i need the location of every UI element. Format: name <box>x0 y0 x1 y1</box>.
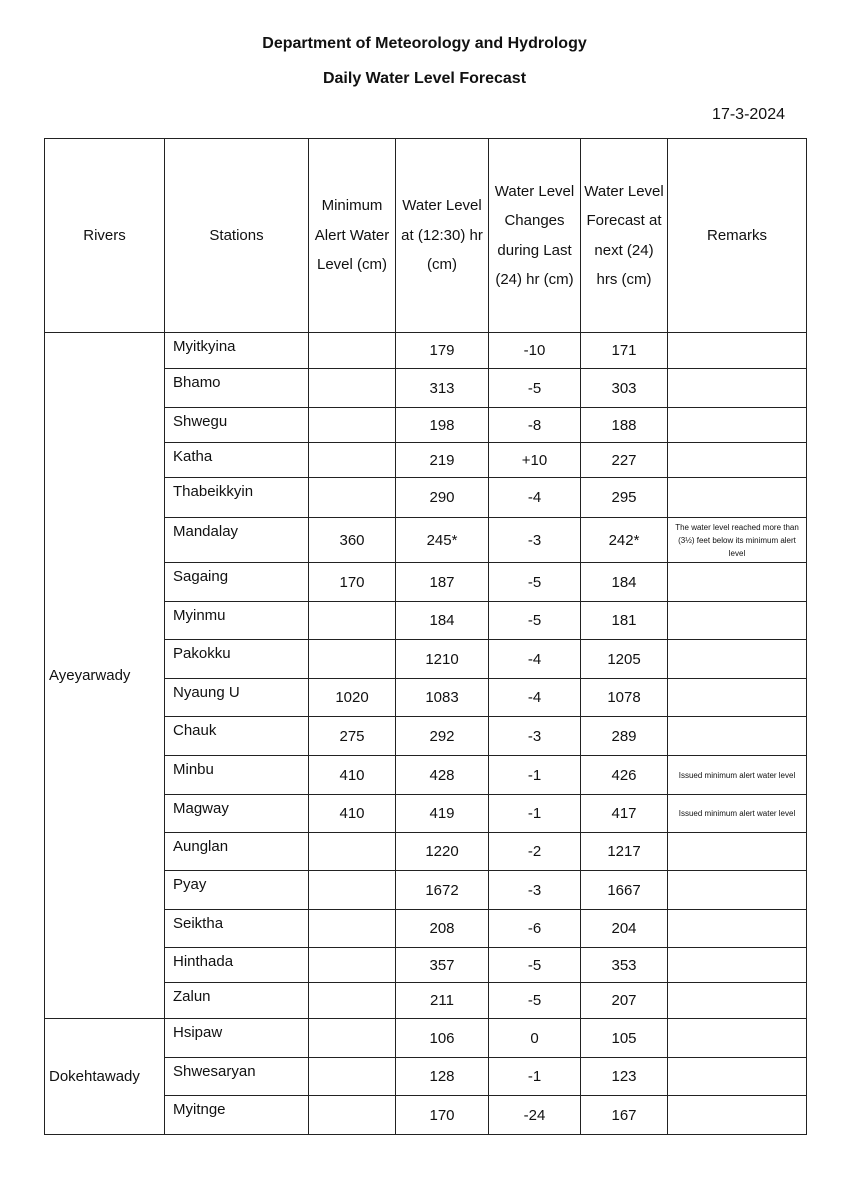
change-cell: -24 <box>489 1096 581 1135</box>
remarks-cell <box>668 478 807 518</box>
change-cell: -3 <box>489 871 581 910</box>
forecast-cell: 207 <box>581 983 668 1019</box>
change-cell: -1 <box>489 1058 581 1096</box>
remarks-cell <box>668 333 807 369</box>
forecast-cell: 1217 <box>581 833 668 871</box>
river-cell: Dokehtawady <box>45 1019 165 1135</box>
min-alert-cell <box>309 910 396 948</box>
remarks-cell <box>668 443 807 478</box>
water-level-cell: 357 <box>396 948 489 983</box>
department-title: Department of Meteorology and Hydrology <box>262 35 587 52</box>
change-cell: -2 <box>489 833 581 871</box>
min-alert-cell: 360 <box>309 518 396 563</box>
forecast-cell: 417 <box>581 795 668 833</box>
table-row <box>45 333 807 369</box>
station-cell: Hsipaw <box>165 1019 309 1058</box>
forecast-cell: 167 <box>581 1096 668 1135</box>
col-header-forecast: Water Level Forecast at next (24) hrs (cm) <box>581 139 668 333</box>
forecast-cell: 295 <box>581 478 668 518</box>
water-level-cell: 128 <box>396 1058 489 1096</box>
river-cell: Ayeyarwady <box>45 333 165 1019</box>
water-level-cell: 198 <box>396 408 489 443</box>
forecast-cell: 181 <box>581 602 668 640</box>
col-header-changes: Water Level Changes during Last (24) hr (cm) <box>489 139 581 333</box>
station-cell: Mandalay <box>165 518 309 563</box>
remarks-cell <box>668 833 807 871</box>
water-level-cell: 1210 <box>396 640 489 679</box>
forecast-cell: 184 <box>581 563 668 602</box>
forecast-cell: 204 <box>581 910 668 948</box>
change-cell: -1 <box>489 795 581 833</box>
station-cell: Thabeikkyin <box>165 478 309 518</box>
remarks-cell <box>668 640 807 679</box>
remarks-cell <box>668 983 807 1019</box>
col-header-rivers: Rivers <box>45 139 165 333</box>
col-header-stations: Stations <box>165 139 309 333</box>
col-header-min-alert: Minimum Alert Water Level (cm) <box>309 139 396 333</box>
min-alert-cell <box>309 1058 396 1096</box>
water-level-cell: 211 <box>396 983 489 1019</box>
forecast-cell: 123 <box>581 1058 668 1096</box>
min-alert-cell: 1020 <box>309 679 396 717</box>
remarks-cell <box>668 910 807 948</box>
station-cell: Magway <box>165 795 309 833</box>
water-level-cell: 219 <box>396 443 489 478</box>
change-cell: -3 <box>489 717 581 756</box>
forecast-cell: 289 <box>581 717 668 756</box>
station-cell: Shwegu <box>165 408 309 443</box>
remarks-cell <box>668 717 807 756</box>
station-cell: Myinmu <box>165 602 309 640</box>
change-cell: -3 <box>489 518 581 563</box>
water-level-cell: 245* <box>396 518 489 563</box>
water-level-cell: 208 <box>396 910 489 948</box>
table-row <box>45 1019 807 1058</box>
forecast-cell: 242* <box>581 518 668 563</box>
water-level-cell: 1083 <box>396 679 489 717</box>
station-cell: Pakokku <box>165 640 309 679</box>
forecast-cell: 426 <box>581 756 668 795</box>
remarks-cell <box>668 948 807 983</box>
remarks-cell: Issued minimum alert water level <box>668 795 807 833</box>
station-cell: Sagaing <box>165 563 309 602</box>
water-level-table <box>44 138 807 1135</box>
change-cell: +10 <box>489 443 581 478</box>
change-cell: -1 <box>489 756 581 795</box>
station-cell: Zalun <box>165 983 309 1019</box>
header-row <box>45 139 807 333</box>
forecast-cell: 171 <box>581 333 668 369</box>
remarks-cell <box>668 871 807 910</box>
remarks-cell <box>668 1019 807 1058</box>
report-title: Daily Water Level Forecast <box>322 70 527 87</box>
min-alert-cell: 170 <box>309 563 396 602</box>
forecast-cell: 105 <box>581 1019 668 1058</box>
forecast-cell: 227 <box>581 443 668 478</box>
station-cell: Nyaung U <box>165 679 309 717</box>
station-cell: Pyay <box>165 871 309 910</box>
station-cell: Shwesaryan <box>165 1058 309 1096</box>
min-alert-cell <box>309 369 396 408</box>
station-cell: Chauk <box>165 717 309 756</box>
station-cell: Bhamo <box>165 369 309 408</box>
min-alert-cell <box>309 983 396 1019</box>
forecast-cell: 188 <box>581 408 668 443</box>
forecast-cell: 1078 <box>581 679 668 717</box>
min-alert-cell <box>309 478 396 518</box>
remarks-cell: The water level reached more than (3½) feet below its minimum alert level <box>668 518 807 563</box>
min-alert-cell <box>309 408 396 443</box>
water-level-cell: 292 <box>396 717 489 756</box>
change-cell: -5 <box>489 369 581 408</box>
station-cell: Hinthada <box>165 948 309 983</box>
remarks-cell <box>668 602 807 640</box>
forecast-cell: 1205 <box>581 640 668 679</box>
change-cell: -4 <box>489 679 581 717</box>
forecast-cell: 303 <box>581 369 668 408</box>
water-level-cell: 184 <box>396 602 489 640</box>
min-alert-cell <box>309 333 396 369</box>
water-level-cell: 419 <box>396 795 489 833</box>
min-alert-cell <box>309 602 396 640</box>
remarks-cell: Issued minimum alert water level <box>668 756 807 795</box>
water-level-cell: 106 <box>396 1019 489 1058</box>
min-alert-cell <box>309 640 396 679</box>
min-alert-cell <box>309 871 396 910</box>
station-cell: Katha <box>165 443 309 478</box>
water-level-cell: 290 <box>396 478 489 518</box>
change-cell: 0 <box>489 1019 581 1058</box>
change-cell: -5 <box>489 983 581 1019</box>
min-alert-cell <box>309 948 396 983</box>
change-cell: -6 <box>489 910 581 948</box>
forecast-cell: 1667 <box>581 871 668 910</box>
station-cell: Aunglan <box>165 833 309 871</box>
min-alert-cell <box>309 1019 396 1058</box>
forecast-cell: 353 <box>581 948 668 983</box>
min-alert-cell <box>309 833 396 871</box>
remarks-cell <box>668 1096 807 1135</box>
water-level-cell: 313 <box>396 369 489 408</box>
change-cell: -4 <box>489 478 581 518</box>
col-header-remarks: Remarks <box>668 139 807 333</box>
min-alert-cell <box>309 443 396 478</box>
station-cell: Myitnge <box>165 1096 309 1135</box>
remarks-cell <box>668 408 807 443</box>
water-level-cell: 1672 <box>396 871 489 910</box>
col-header-water-level: Water Level at (12:30) hr (cm) <box>396 139 489 333</box>
water-level-cell: 428 <box>396 756 489 795</box>
table-body <box>45 333 807 1135</box>
water-level-cell: 170 <box>396 1096 489 1135</box>
change-cell: -10 <box>489 333 581 369</box>
change-cell: -4 <box>489 640 581 679</box>
min-alert-cell: 275 <box>309 717 396 756</box>
water-level-cell: 187 <box>396 563 489 602</box>
min-alert-cell <box>309 1096 396 1135</box>
change-cell: -8 <box>489 408 581 443</box>
change-cell: -5 <box>489 563 581 602</box>
station-cell: Seiktha <box>165 910 309 948</box>
station-cell: Minbu <box>165 756 309 795</box>
min-alert-cell: 410 <box>309 756 396 795</box>
remarks-cell <box>668 563 807 602</box>
remarks-cell <box>668 369 807 408</box>
water-level-cell: 179 <box>396 333 489 369</box>
remarks-cell <box>668 679 807 717</box>
water-level-cell: 1220 <box>396 833 489 871</box>
report-date: 17-3-2024 <box>712 106 785 123</box>
change-cell: -5 <box>489 948 581 983</box>
station-cell: Myitkyina <box>165 333 309 369</box>
min-alert-cell: 410 <box>309 795 396 833</box>
remarks-cell <box>668 1058 807 1096</box>
change-cell: -5 <box>489 602 581 640</box>
